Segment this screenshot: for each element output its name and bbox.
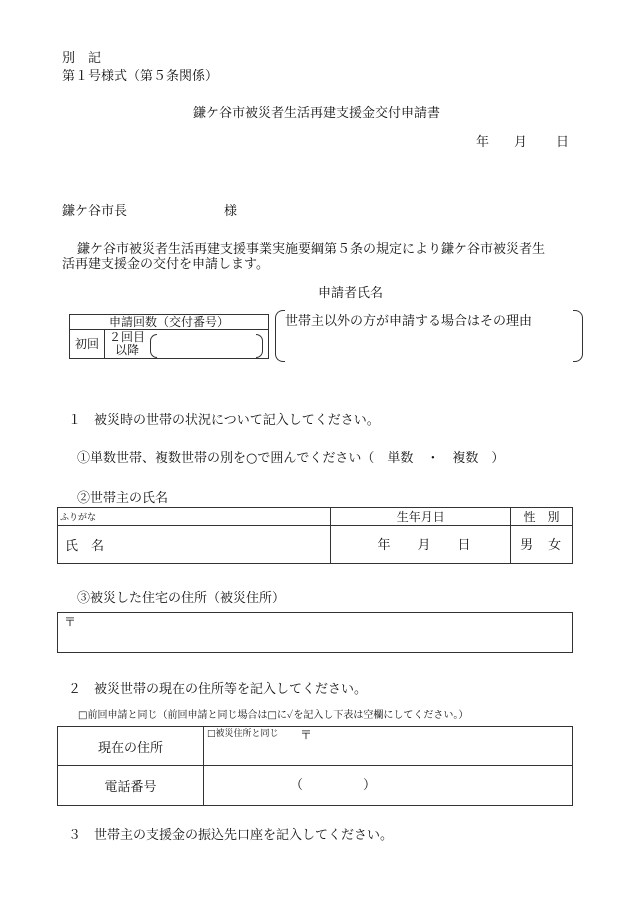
date-month: 月 [514, 135, 528, 150]
postal-mark: 〒 [64, 615, 77, 629]
name-label: 氏 名 [65, 539, 105, 554]
current-address-table [57, 726, 573, 806]
application-number-field[interactable] [156, 334, 256, 356]
current-address-label: 現在の住所 [58, 727, 204, 766]
date-day: 日 [556, 135, 570, 150]
female-option[interactable]: 女 [548, 538, 562, 553]
same-as-previous-note[interactable]: □前回申請と同じ（前回申請と同じ場合は□に✓を記入し下表は空欄にしてください。） [78, 710, 469, 721]
phone-paren-close: ） [363, 778, 377, 793]
sex-header: 性 別 [511, 508, 573, 526]
furigana-label: ふりがな [58, 508, 331, 526]
reason-bracket-right [573, 310, 583, 362]
birth-year: 年 [377, 538, 391, 553]
head-of-household-table [57, 507, 573, 564]
reason-bracket-left [275, 310, 285, 362]
date-year: 年 [476, 135, 490, 150]
addressee-suffix: 様 [224, 204, 238, 219]
birth-day: 日 [457, 538, 471, 553]
application-count-box [69, 314, 269, 359]
male-option[interactable]: 男 [520, 538, 534, 553]
first-application-label: 初回 [70, 330, 105, 358]
phone-label: 電話番号 [58, 766, 204, 806]
page-title: 鎌ケ谷市被災者生活再建支援金交付申請書 [193, 106, 441, 121]
sex-field[interactable] [511, 526, 573, 564]
phone-paren-open: （ [290, 778, 304, 793]
section-2-heading: ２ 被災世帯の現在の住所等を記入してください。 [68, 682, 368, 697]
birthdate-field[interactable] [331, 526, 511, 564]
section-3-heading: ３ 世帯主の支援金の振込先口座を記入してください。 [68, 828, 394, 843]
second-application-label: ２回目 以降 [108, 330, 145, 357]
applicant-name-label: 申請者氏名 [318, 286, 384, 301]
application-count-header: 申請回数（交付番号） [70, 315, 268, 330]
intro-line-2: 活再建支援金の交付を申請します。 [62, 257, 269, 272]
postal-mark: 〒 [300, 728, 313, 742]
phone-field[interactable] [204, 766, 573, 806]
annex-label: 別 記 [62, 51, 102, 66]
form-number: 第１号様式（第５条関係） [62, 69, 219, 84]
reason-field[interactable] [285, 332, 570, 358]
reason-label: 世帯主以外の方が申請する場合はその理由 [285, 314, 533, 329]
head-name-question: ②世帯主の氏名 [77, 491, 169, 506]
section-1-heading: １ 被災時の世帯の状況について記入してください。 [68, 413, 380, 428]
current-address-field[interactable] [204, 727, 573, 766]
household-type-question: ①単数世帯、複数世帯の別を○で囲んでください（ 単数 ・ 複数 ） [77, 451, 505, 466]
second-application-bracket-right [256, 334, 263, 358]
addressee: 鎌ケ谷市長 [62, 204, 128, 219]
birth-month: 月 [417, 538, 431, 553]
disaster-address-field[interactable] [57, 612, 573, 653]
birthdate-header: 生年月日 [331, 508, 511, 526]
disaster-address-question: ③被災した住宅の住所（被災住所） [77, 591, 286, 606]
head-name-field[interactable] [58, 526, 331, 564]
intro-line-1: 鎌ケ谷市被災者生活再建支援事業実施要綱第５条の規定により鎌ケ谷市被災者生 [77, 242, 546, 257]
same-as-disaster-checkbox[interactable]: □被災住所と同じ [207, 729, 279, 739]
